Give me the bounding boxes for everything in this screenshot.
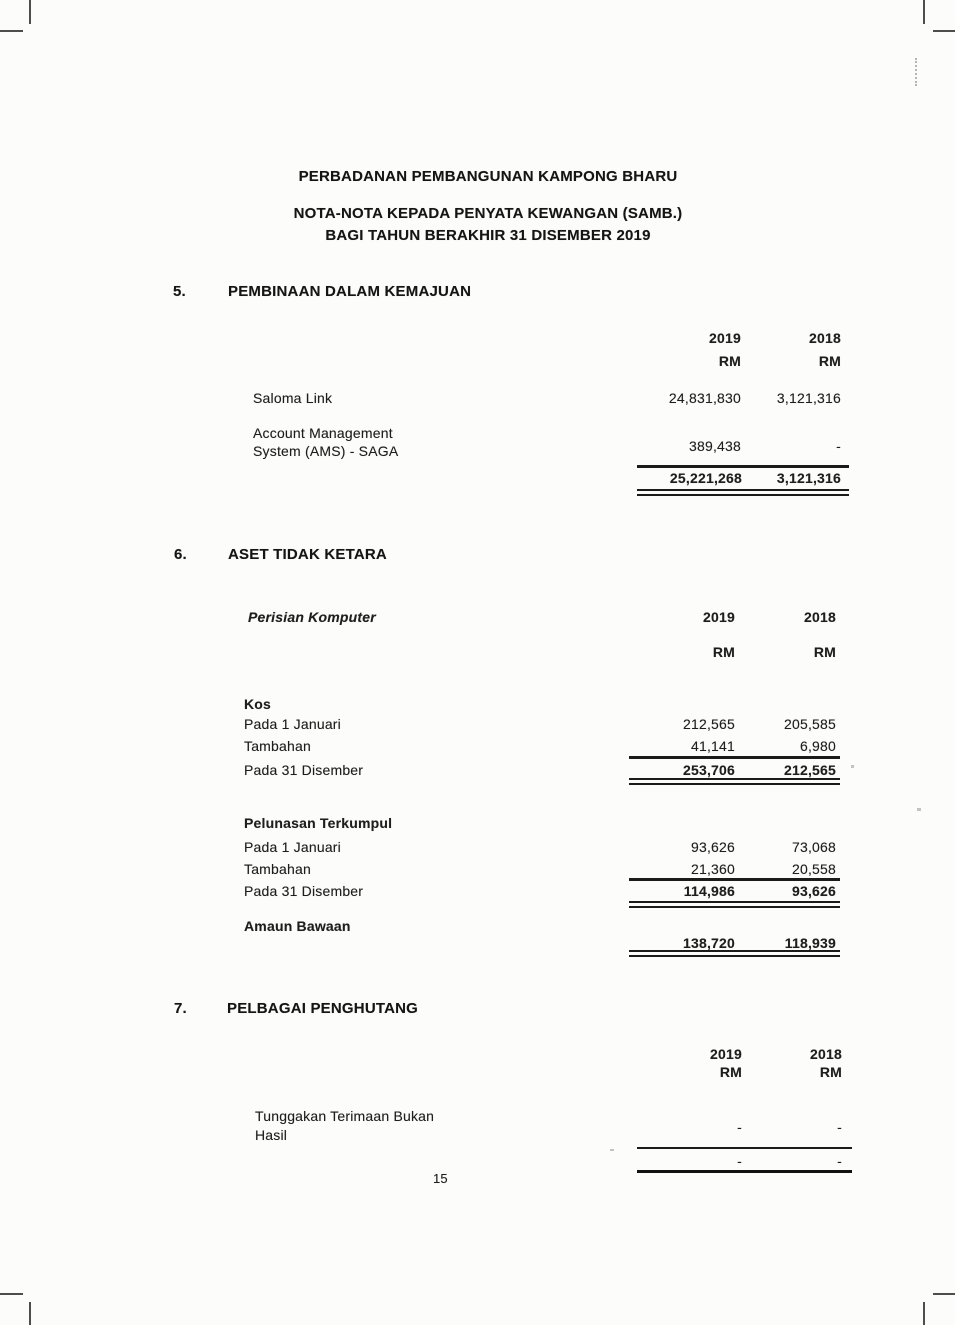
section7-col-year-2019: 2019	[710, 1046, 742, 1062]
section5-col-unit-2018: RM	[818, 353, 841, 369]
section6-col-year-2019: 2019	[703, 609, 735, 625]
table-total-2019: -	[737, 1153, 742, 1169]
page-number: 15	[433, 1171, 448, 1186]
carrying-amount-2018: 118,939	[784, 935, 836, 951]
section7-number: 7.	[174, 1000, 187, 1017]
table-double-rule	[629, 901, 840, 908]
section5-number: 5.	[173, 283, 186, 300]
table-cell-2018: 20,558	[791, 861, 836, 877]
table-total-2018: -	[837, 1153, 842, 1169]
table-rule	[637, 1147, 852, 1149]
table-total-2018: 212,565	[783, 762, 836, 778]
report-title-line2: BAGI TAHUN BERAKHIR 31 DISEMBER 2019	[325, 227, 651, 244]
table-row-label: Pada 1 Januari	[244, 716, 341, 732]
table-cell-2019: 21,360	[690, 861, 735, 877]
table-rule	[629, 878, 840, 881]
section6-number: 6.	[174, 546, 187, 563]
table-cell-2018: -	[837, 1119, 842, 1135]
crop-mark-top-right-vertical	[923, 0, 925, 24]
table-cell-2019: 212,565	[682, 716, 735, 732]
section5-col-unit-2019: RM	[718, 353, 741, 369]
scan-speck	[610, 1149, 614, 1151]
table-total-label: Pada 31 Disember	[244, 883, 364, 899]
cost-block-heading: Kos	[244, 696, 272, 712]
table-row-label: Account Management	[253, 425, 393, 441]
crop-mark-top-right-horizontal	[933, 30, 955, 32]
crop-mark-bottom-right-horizontal	[933, 1293, 955, 1295]
section5-col-year-2018: 2018	[809, 330, 841, 346]
section7-title: PELBAGAI PENGHUTANG	[227, 1000, 419, 1017]
crop-mark-top-left-vertical	[29, 0, 31, 24]
section6-title: ASET TIDAK KETARA	[228, 546, 387, 563]
table-double-rule	[629, 778, 840, 785]
section5-title: PEMBINAAN DALAM KEMAJUAN	[228, 283, 472, 300]
table-total-label: Pada 31 Disember	[244, 762, 364, 778]
table-row-label: Tambahan	[244, 738, 311, 754]
table-cell-2018: 6,980	[799, 738, 836, 754]
table-cell-2019: -	[737, 1119, 742, 1135]
table-cell-2019: 93,626	[690, 839, 735, 855]
amortisation-block-heading: Pelunasan Terkumpul	[244, 815, 393, 831]
table-total-2019: 253,706	[682, 762, 735, 778]
table-total-2018: 93,626	[791, 883, 836, 899]
table-row-label: Saloma Link	[253, 390, 333, 406]
scan-speck	[917, 808, 921, 811]
table-row-label: Pada 1 Januari	[244, 839, 341, 855]
table-total-2018: 3,121,316	[776, 470, 841, 486]
section6-col-year-2018: 2018	[804, 609, 836, 625]
scan-artifact-dotted-line	[915, 58, 917, 86]
scan-speck	[851, 765, 854, 768]
table-cell-2019: 389,438	[688, 438, 741, 454]
table-cell-2019: 41,141	[690, 738, 735, 754]
section6-col-unit-2019: RM	[712, 644, 735, 660]
crop-mark-bottom-right-vertical	[923, 1302, 925, 1325]
table-total-2019: 114,986	[683, 883, 735, 899]
section6-col-unit-2018: RM	[813, 644, 836, 660]
table-cell-2018: 3,121,316	[776, 390, 841, 406]
table-row-label: Tunggakan Terimaan Bukan	[255, 1108, 435, 1124]
section7-col-unit-2019: RM	[719, 1064, 742, 1080]
org-name: PERBADANAN PEMBANGUNAN KAMPONG BHARU	[298, 168, 678, 185]
crop-mark-top-left-horizontal	[0, 30, 23, 32]
section6-subtitle: Perisian Komputer	[248, 609, 376, 625]
section7-col-unit-2018: RM	[819, 1064, 842, 1080]
table-total-2019: 25,221,268	[669, 470, 742, 486]
section5-col-year-2019: 2019	[709, 330, 741, 346]
table-double-rule	[637, 489, 849, 496]
table-cell-2018: 73,068	[791, 839, 836, 855]
report-title-line1: NOTA-NOTA KEPADA PENYATA KEWANGAN (SAMB.)	[293, 205, 683, 222]
table-row-label: Hasil	[255, 1127, 288, 1143]
crop-mark-bottom-left-vertical	[29, 1302, 31, 1325]
table-rule	[629, 756, 840, 759]
section7-col-year-2018: 2018	[810, 1046, 842, 1062]
table-row-label: Tambahan	[244, 861, 311, 877]
table-cell-2018: 205,585	[783, 716, 836, 732]
carrying-amount-label: Amaun Bawaan	[244, 918, 351, 934]
table-double-rule	[629, 950, 840, 957]
table-bottom-rule	[637, 1170, 852, 1173]
table-row-label: System (AMS) - SAGA	[253, 443, 399, 459]
table-cell-2019: 24,831,830	[668, 390, 741, 406]
table-cell-2018: -	[836, 438, 841, 454]
crop-mark-bottom-left-horizontal	[0, 1293, 23, 1295]
carrying-amount-2019: 138,720	[682, 935, 735, 951]
table-rule	[637, 465, 849, 468]
